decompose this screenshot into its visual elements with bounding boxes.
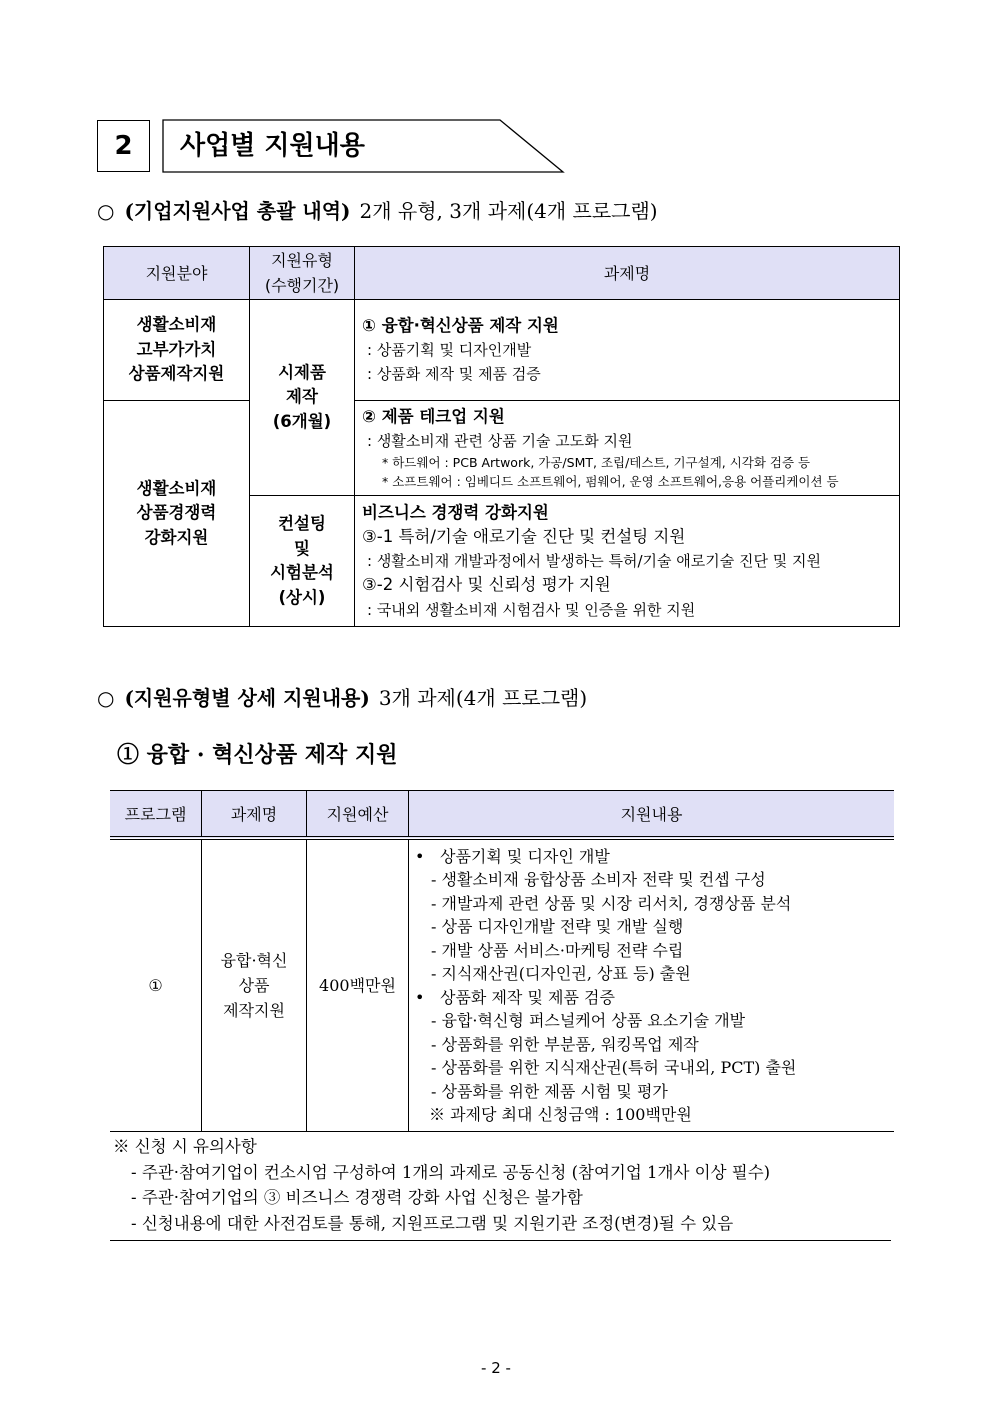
application-notice: [110, 1132, 891, 1241]
section-title: 사업별 지원내용: [180, 131, 365, 161]
overview-heading-summary: 2개 유형, 3개 과제(4개 프로그램): [359, 199, 658, 223]
task-note: * 하드웨어 : PCB Artwork, 가공/SMT, 조립/테스트, 기구설계, 시각화 검증 등: [382, 455, 811, 470]
notice-title: ※ 신청 시 유의사항: [113, 1137, 257, 1156]
program-row: [110, 838, 894, 1132]
subtask-detail: : 국내외 생활소비재 시험검사 및 인증을 위한 지원: [367, 600, 696, 619]
content-item: - 생활소비재 융합상품 소비자 전략 및 컨셉 구성: [431, 870, 766, 889]
program-task-cell: [202, 838, 307, 1132]
max-amount-note: ※ 과제당 최대 신청금액 : 100백만원: [429, 1105, 692, 1124]
program-header-row: [110, 791, 894, 839]
header-budget: 지원예산: [307, 791, 409, 839]
program-content-list: [409, 845, 894, 1127]
detail-heading-label: (지원유형별 상세 지원내용): [124, 686, 370, 710]
header-program: 프로그램: [110, 791, 202, 839]
type-cell: [250, 300, 355, 496]
type-line: 제작: [286, 387, 318, 407]
task-title: ② 제품 테크업 지원: [362, 407, 505, 426]
program-task-line: 융합·혁신: [220, 951, 288, 970]
content-group-heading-text: 상품기획 및 디자인 개발: [440, 846, 610, 866]
field-line: 생활소비재: [136, 478, 217, 498]
type-line: 및: [294, 538, 310, 558]
notice-item: - 주관·참여기업이 컨소시엄 구성하여 1개의 과제로 공동신청 (참여기업 1개사 이상 필수): [131, 1162, 771, 1182]
field-line: 고부가가치: [136, 339, 217, 359]
type-line: (상시): [278, 587, 326, 607]
task-title: ① 융합·혁신상품 제작 지원: [362, 316, 559, 335]
task-title: 비즈니스 경쟁력 강화지원: [362, 502, 549, 522]
circle-bullet-icon: ○: [97, 199, 115, 223]
task-cell: [355, 401, 900, 496]
task-cell: [355, 300, 900, 401]
program-content-cell: [409, 838, 895, 1132]
dot-bullet-icon: •: [415, 846, 425, 866]
header-field: 지원분야: [104, 247, 250, 300]
subtask-title: ③-2 시험검사 및 신뢰성 평가 지원: [362, 575, 611, 594]
field-line: 생활소비재: [136, 315, 217, 335]
header-type-label: 지원유형: [271, 251, 333, 270]
content-item: - 개발과제 관련 상품 및 시장 리서치, 경쟁상품 분석: [431, 893, 792, 913]
content-item: - 상품화를 위한 지식재산권(특허 국내외, PCT) 출원: [431, 1058, 797, 1077]
task-note: * 소프트웨어 : 임베디드 소프트웨어, 펌웨어, 운영 소프트웨어,응용 어플리케이션 등: [382, 474, 839, 489]
field-line: 상품경쟁력: [136, 503, 217, 523]
field-cell: [104, 300, 250, 401]
header-task-name: 과제명: [202, 791, 307, 839]
notice-item: - 신청내용에 대한 사전검토를 통해, 지원프로그램 및 지원기관 조정(변경)될 수 있음: [131, 1213, 734, 1233]
task-cell: [355, 496, 900, 627]
header-task: 과제명: [355, 247, 900, 300]
type-cell: [250, 496, 355, 627]
overview-heading: [97, 198, 658, 224]
field-line: 상품제작지원: [128, 364, 225, 384]
subtask-detail: : 생활소비재 개발과정에서 발생하는 특허/기술 애로기술 진단 및 지원: [367, 552, 821, 570]
program-table: [110, 790, 894, 1132]
task-detail: : 생활소비재 관련 상품 기술 고도화 지원: [367, 432, 633, 450]
content-group-heading: [409, 845, 894, 869]
field-line: 강화지원: [144, 527, 209, 547]
content-item: - 상품화를 위한 제품 시험 및 평가: [431, 1081, 668, 1101]
type-line: (6개월): [272, 411, 332, 431]
notice-item: - 주관·참여기업의 ③ 비즈니스 경쟁력 강화 사업 신청은 불가함: [131, 1188, 583, 1207]
dot-bullet-icon: •: [415, 987, 425, 1007]
overview-table: [103, 246, 900, 627]
type-line: 시험분석: [270, 563, 334, 582]
content-item: - 지식재산권(디자인권, 상표 등) 출원: [431, 964, 691, 983]
section-number: 2: [114, 131, 133, 161]
overview-heading-label: (기업지원사업 총괄 내역): [124, 199, 351, 223]
task-detail: : 상품화 제작 및 제품 검증: [367, 365, 541, 383]
program-title: ① 융합 · 혁신상품 제작 지원: [117, 742, 398, 768]
program-task-line: 제작지원: [223, 1001, 285, 1020]
overview-header-row: [104, 247, 900, 300]
content-group-heading-text: 상품화 제작 및 제품 검증: [440, 987, 615, 1007]
header-type: [250, 247, 355, 300]
page-number: - 2 -: [481, 1359, 511, 1377]
detail-heading: [97, 685, 587, 711]
header-type-period: (수행기간): [264, 276, 340, 295]
subtask-title: ③-1 특허/기술 애로기술 진단 및 컨설팅 지원: [362, 526, 686, 546]
content-item: - 개발 상품 서비스·마케팅 전략 수립: [431, 940, 684, 960]
content-item: - 상품화를 위한 부분품, 워킹목업 제작: [431, 1034, 699, 1054]
content-item: - 융합·혁신형 퍼스널케어 상품 요소기술 개발: [431, 1011, 746, 1030]
type-line: 컨설팅: [278, 514, 326, 533]
overview-row: [104, 401, 900, 496]
content-item: - 상품 디자인개발 전략 및 개발 실행: [431, 917, 684, 936]
header-content: 지원내용: [409, 791, 895, 839]
section-number-box: [97, 120, 150, 172]
field-cell: [104, 401, 250, 627]
detail-heading-summary: 3개 과제(4개 프로그램): [378, 686, 588, 710]
overview-row: [104, 300, 900, 401]
program-budget: 400백만원: [307, 838, 409, 1132]
type-line: 시제품: [278, 362, 326, 382]
program-number: ①: [110, 838, 202, 1132]
circle-bullet-icon: ○: [97, 686, 115, 710]
content-group-heading: [409, 986, 894, 1010]
task-detail: : 상품기획 및 디자인개발: [367, 341, 532, 359]
program-task-line: 상품: [238, 976, 270, 995]
program-section: [110, 790, 891, 1241]
